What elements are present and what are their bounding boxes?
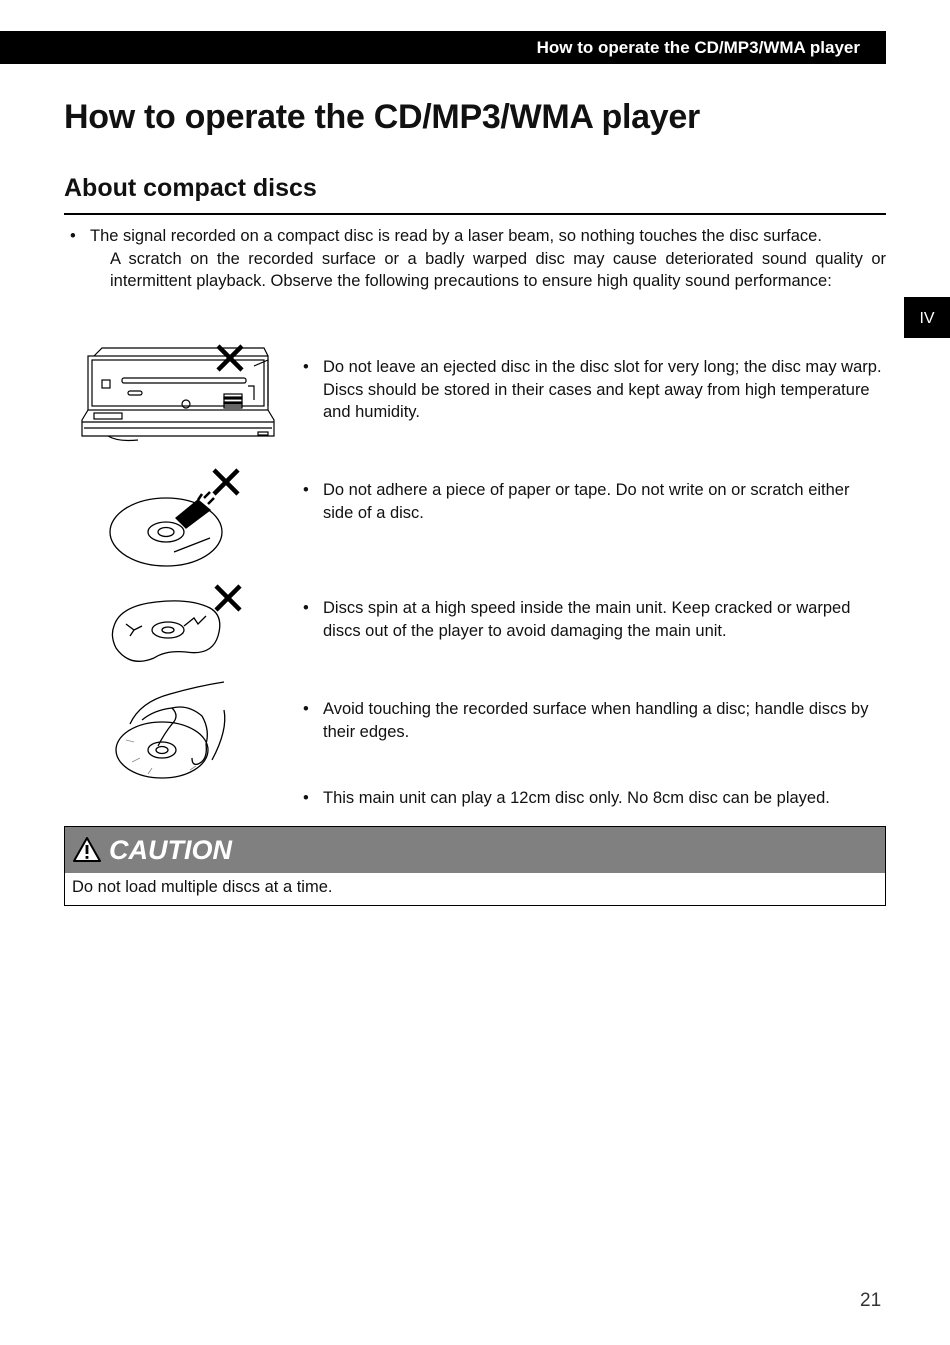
page-title: How to operate the CD/MP3/WMA player	[64, 98, 700, 136]
section-title: About compact discs	[64, 174, 317, 202]
bullet-dot: •	[70, 227, 76, 245]
warning-triangle-icon	[72, 836, 102, 863]
cracked-disc-illustration	[106, 578, 256, 668]
list-item	[303, 698, 883, 743]
running-header	[0, 31, 886, 64]
bullet-dot: •	[303, 700, 309, 718]
bullet-dot: •	[303, 358, 309, 376]
chapter-tab: IV	[904, 297, 950, 338]
bullet-dot: •	[303, 599, 309, 617]
intro-paragraph	[70, 225, 886, 293]
caution-box	[64, 826, 886, 906]
player-unit-illustration	[78, 336, 278, 442]
list-item-text: Discs spin at a high speed inside the main unit. Keep cracked or warped discs out of the player to avoid damaging the main unit.	[323, 599, 851, 640]
running-header-title: How to operate the CD/MP3/WMA player	[536, 38, 860, 57]
bullet-dot: •	[303, 481, 309, 499]
caution-header	[65, 827, 885, 873]
page-number: 21	[860, 1290, 882, 1311]
list-item	[303, 479, 883, 524]
bullet-dot: •	[303, 789, 309, 807]
list-item-text: Do not adhere a piece of paper or tape. Do not write on or scratch either side of a disc.	[323, 481, 850, 522]
list-item-text: Avoid touching the recorded surface when handling a disc; handle discs by their edges.	[323, 700, 869, 741]
list-item	[303, 787, 893, 810]
list-item-text: Do not leave an ejected disc in the disc slot for very long; the disc may warp. Discs should be stored in their cases and kept away from high temperature and humidity.	[323, 358, 882, 421]
section-divider	[64, 213, 886, 215]
list-item-text: This main unit can play a 12cm disc only. No 8cm disc can be played.	[323, 789, 830, 807]
disc-with-tape-illustration	[106, 460, 256, 570]
list-item	[303, 597, 883, 642]
caution-text: Do not load multiple discs at a time.	[72, 878, 333, 896]
caution-title: CAUTION	[109, 835, 232, 865]
intro-first-line: The signal recorded on a compact disc is read by a laser beam, so nothing touches the disc surface.	[90, 227, 822, 245]
list-item	[303, 356, 883, 424]
intro-continuation: A scratch on the recorded surface or a badly warped disc may cause deteriorated sound quality or intermittent playback. Observe the following precautions to ensure high quality sound performance:	[110, 249, 886, 290]
hand-holding-disc-illustration	[112, 680, 246, 784]
